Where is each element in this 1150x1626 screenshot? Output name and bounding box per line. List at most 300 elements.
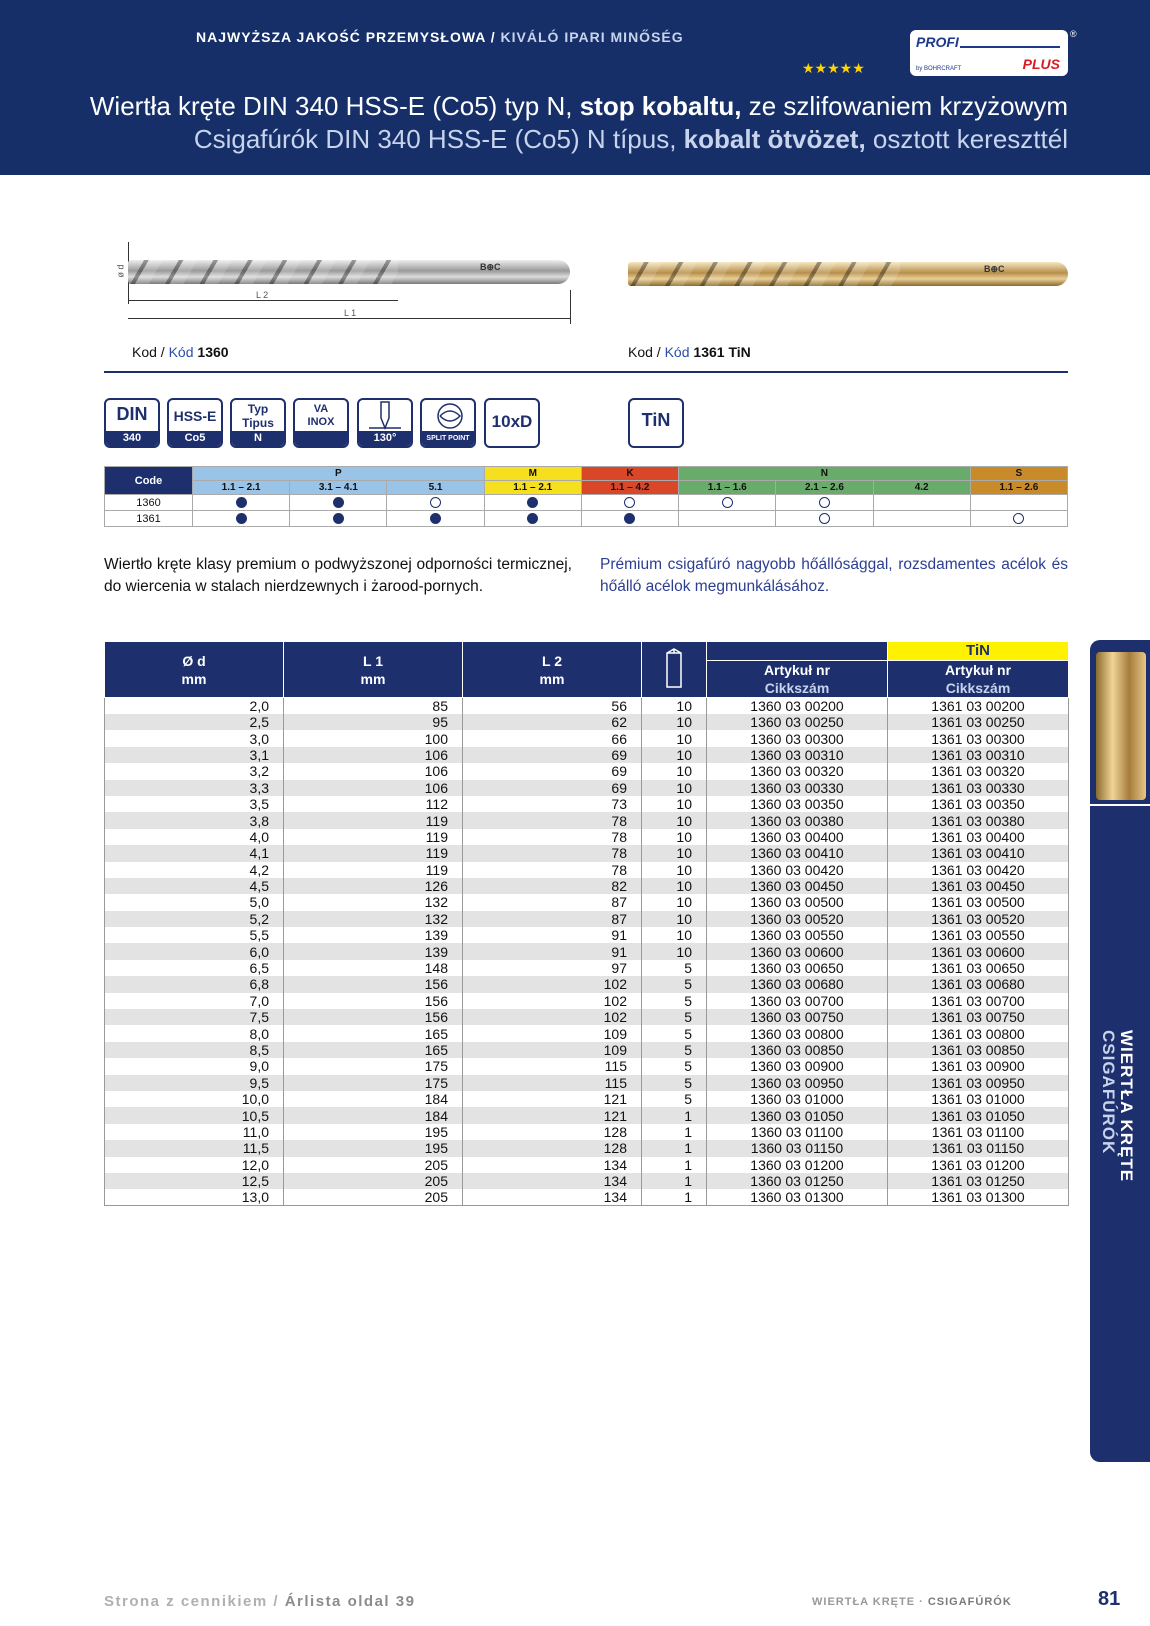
table-row bbox=[105, 730, 1069, 746]
header-unit: mm bbox=[539, 670, 565, 687]
cell-l2: 115 bbox=[463, 1075, 642, 1091]
cell-pack-qty: 10 bbox=[642, 714, 707, 730]
cell-article-1361: 1361 03 00350 bbox=[888, 796, 1069, 812]
cell-article-1361: 1361 03 00500 bbox=[888, 894, 1069, 910]
application-cell bbox=[873, 495, 970, 511]
recommended-dot-icon bbox=[333, 497, 344, 508]
material-application-table bbox=[104, 466, 1068, 527]
cell-l2: 121 bbox=[463, 1091, 642, 1107]
cell-diameter: 4,0 bbox=[105, 829, 284, 845]
drill-brand-mark: B⊕C bbox=[480, 262, 501, 272]
cell-pack-qty: 10 bbox=[642, 878, 707, 894]
cell-article-1360: 1360 03 00500 bbox=[707, 894, 888, 910]
rating-stars: ★★★★★ bbox=[802, 60, 865, 76]
application-code: 1361 bbox=[105, 511, 193, 527]
cell-diameter: 3,8 bbox=[105, 812, 284, 828]
suitable-dot-icon bbox=[624, 497, 635, 508]
cell-article-1360: 1360 03 00850 bbox=[707, 1042, 888, 1058]
cell-article-1361: 1361 03 01050 bbox=[888, 1107, 1069, 1123]
footer-right-pl: WIERTŁA KRĘTE · bbox=[812, 1596, 928, 1608]
application-cell bbox=[484, 511, 581, 527]
cell-article-1361: 1361 03 00250 bbox=[888, 714, 1069, 730]
suitable-dot-icon bbox=[430, 497, 441, 508]
side-tab-hu: CSIGAFÚRÓK bbox=[1099, 1030, 1118, 1155]
recommended-dot-icon bbox=[430, 513, 441, 524]
cell-l1: 119 bbox=[284, 845, 463, 861]
application-cell bbox=[193, 511, 290, 527]
cell-article-1360: 1360 03 01200 bbox=[707, 1157, 888, 1173]
cell-article-1360: 1360 03 01250 bbox=[707, 1173, 888, 1189]
table-row bbox=[105, 911, 1069, 927]
code-header: Code bbox=[105, 467, 193, 495]
cell-pack-qty: 10 bbox=[642, 796, 707, 812]
cell-pack-qty: 10 bbox=[642, 943, 707, 959]
type-icon bbox=[230, 398, 286, 448]
suitable-dot-icon bbox=[722, 497, 733, 508]
cell-l1: 184 bbox=[284, 1091, 463, 1107]
kod-sep: / bbox=[156, 344, 169, 360]
cell-article-1360: 1360 03 00700 bbox=[707, 993, 888, 1009]
cell-l1: 139 bbox=[284, 927, 463, 943]
title-hu-part3: osztott kereszttél bbox=[865, 124, 1068, 154]
cell-pack-qty: 1 bbox=[642, 1157, 707, 1173]
badge-din-text: DIN bbox=[116, 404, 148, 424]
cell-pack-qty: 1 bbox=[642, 1107, 707, 1123]
cell-article-1360: 1360 03 00950 bbox=[707, 1075, 888, 1091]
page-number: 81 bbox=[1098, 1588, 1121, 1610]
cell-l1: 184 bbox=[284, 1107, 463, 1123]
application-cell bbox=[970, 495, 1067, 511]
quality-banner bbox=[196, 29, 684, 45]
cell-diameter: 6,8 bbox=[105, 976, 284, 992]
cell-l2: 97 bbox=[463, 960, 642, 976]
drill-brand-mark: B⊕C bbox=[984, 264, 1005, 274]
cell-article-1361: 1361 03 01000 bbox=[888, 1091, 1069, 1107]
cell-l2: 78 bbox=[463, 862, 642, 878]
badge-inox-text: VA INOX bbox=[307, 403, 335, 428]
application-cell bbox=[387, 495, 484, 511]
split-point-symbol bbox=[422, 400, 476, 434]
badge-tin-text: TiN bbox=[641, 410, 671, 430]
range-cell: 5.1 bbox=[387, 481, 484, 495]
range-cell: 1.1 – 2.1 bbox=[193, 481, 290, 495]
cell-article-1361: 1361 03 00450 bbox=[888, 878, 1069, 894]
cell-l1: 112 bbox=[284, 796, 463, 812]
cell-article-1361: 1361 03 00310 bbox=[888, 747, 1069, 763]
table-row bbox=[105, 1173, 1069, 1189]
cell-l2: 66 bbox=[463, 730, 642, 746]
cell-pack-qty: 5 bbox=[642, 1075, 707, 1091]
title-pl-part1: Wiertła kręte DIN 340 HSS-E (Co5) typ N, bbox=[89, 91, 580, 121]
badge-hsse-sub: Co5 bbox=[169, 431, 221, 446]
badge-type-sub: N bbox=[232, 431, 284, 446]
cell-l1: 165 bbox=[284, 1042, 463, 1058]
cell-l2: 87 bbox=[463, 894, 642, 910]
cell-diameter: 12,5 bbox=[105, 1173, 284, 1189]
footer-right-hu: CSIGAFÚRÓK bbox=[927, 1596, 1012, 1608]
cell-l2: 69 bbox=[463, 747, 642, 763]
drill-tip-icon bbox=[359, 400, 413, 434]
application-cell bbox=[873, 511, 970, 527]
logo-plus-text: PLUS bbox=[1022, 56, 1060, 72]
range-cell: 1.1 – 2.1 bbox=[484, 481, 581, 495]
cell-article-1361: 1361 03 00380 bbox=[888, 812, 1069, 828]
cell-article-1360: 1360 03 00330 bbox=[707, 780, 888, 796]
cell-article-1361: 1361 03 00950 bbox=[888, 1075, 1069, 1091]
cell-l2: 134 bbox=[463, 1173, 642, 1189]
recommended-dot-icon bbox=[333, 513, 344, 524]
cell-l1: 100 bbox=[284, 730, 463, 746]
description-polish: Wiertło kręte klasy premium o podwyższonej odporności termicznej, do wiercenia w stalach nierdzewnych i żarood-pornych. bbox=[104, 556, 572, 595]
cell-l1: 95 bbox=[284, 714, 463, 730]
badge-split-sub: SPLIT POINT bbox=[422, 431, 474, 446]
split-point-icon bbox=[420, 398, 476, 448]
title-polish bbox=[90, 91, 1068, 122]
cell-diameter: 3,5 bbox=[105, 796, 284, 812]
table-row bbox=[105, 1058, 1069, 1074]
cell-l2: 128 bbox=[463, 1124, 642, 1140]
badge-din-sub: 340 bbox=[106, 431, 158, 446]
profi-plus-logo bbox=[910, 30, 1068, 76]
cell-article-1360: 1360 03 00750 bbox=[707, 1009, 888, 1025]
application-cell bbox=[484, 495, 581, 511]
cell-article-1361: 1361 03 00420 bbox=[888, 862, 1069, 878]
application-row bbox=[105, 495, 1068, 511]
tab-separator bbox=[1090, 804, 1150, 806]
cell-article-1360: 1360 03 00350 bbox=[707, 796, 888, 812]
cell-pack-qty: 5 bbox=[642, 1058, 707, 1074]
cell-pack-qty: 10 bbox=[642, 780, 707, 796]
group-s: S bbox=[970, 467, 1067, 481]
range-cell: 1.1 – 4.2 bbox=[581, 481, 678, 495]
cell-article-1360: 1360 03 00250 bbox=[707, 714, 888, 730]
cell-article-1360: 1360 03 01050 bbox=[707, 1107, 888, 1123]
table-row bbox=[105, 845, 1069, 861]
cell-l2: 128 bbox=[463, 1140, 642, 1156]
cell-article-1361: 1361 03 01150 bbox=[888, 1140, 1069, 1156]
cell-l1: 175 bbox=[284, 1058, 463, 1074]
col-header-blank bbox=[707, 642, 888, 661]
cell-l1: 106 bbox=[284, 747, 463, 763]
title-pl-part3: ze szlifowaniem krzyżowym bbox=[741, 91, 1068, 121]
table-row bbox=[105, 1042, 1069, 1058]
cell-l1: 175 bbox=[284, 1075, 463, 1091]
table-row bbox=[105, 960, 1069, 976]
cell-pack-qty: 10 bbox=[642, 812, 707, 828]
table-row bbox=[105, 1025, 1069, 1041]
header-l1: L 1 bbox=[363, 652, 383, 669]
header-d: Ø d bbox=[182, 652, 206, 669]
header-article: Artykuł nr bbox=[763, 662, 831, 678]
cell-diameter: 3,3 bbox=[105, 780, 284, 796]
table-row bbox=[105, 780, 1069, 796]
range-cell: 3.1 – 4.1 bbox=[290, 481, 387, 495]
cell-l1: 195 bbox=[284, 1124, 463, 1140]
cell-l2: 109 bbox=[463, 1042, 642, 1058]
cell-pack-qty: 1 bbox=[642, 1189, 707, 1206]
dimension-l2-label: L 2 bbox=[256, 290, 269, 300]
cell-article-1360: 1360 03 00550 bbox=[707, 927, 888, 943]
cell-article-1360: 1360 03 00400 bbox=[707, 829, 888, 845]
cell-diameter: 9,5 bbox=[105, 1075, 284, 1091]
cell-article-1360: 1360 03 01000 bbox=[707, 1091, 888, 1107]
cell-article-1361: 1361 03 00650 bbox=[888, 960, 1069, 976]
cell-diameter: 8,0 bbox=[105, 1025, 284, 1041]
col-header-pack-icon bbox=[642, 642, 707, 698]
cell-l2: 62 bbox=[463, 714, 642, 730]
cell-article-1360: 1360 03 00420 bbox=[707, 862, 888, 878]
footer-price-reference bbox=[104, 1593, 415, 1610]
cell-pack-qty: 1 bbox=[642, 1173, 707, 1189]
application-cell bbox=[290, 495, 387, 511]
cell-l1: 119 bbox=[284, 812, 463, 828]
badge-type-text: Typ Tipus bbox=[242, 402, 274, 430]
dimension-l1-label: L 1 bbox=[344, 308, 357, 318]
hsse-icon bbox=[167, 398, 223, 448]
code-1360: 1360 bbox=[197, 344, 229, 360]
cell-article-1360: 1360 03 00900 bbox=[707, 1058, 888, 1074]
cell-diameter: 3,1 bbox=[105, 747, 284, 763]
cell-l2: 82 bbox=[463, 878, 642, 894]
dimension-d-label: ø d bbox=[115, 264, 126, 278]
cell-article-1361: 1361 03 00300 bbox=[888, 730, 1069, 746]
cell-l1: 148 bbox=[284, 960, 463, 976]
table-row bbox=[105, 862, 1069, 878]
range-cell: 1.1 – 1.6 bbox=[679, 481, 776, 495]
cell-pack-qty: 10 bbox=[642, 845, 707, 861]
cell-diameter: 4,1 bbox=[105, 845, 284, 861]
cell-pack-qty: 5 bbox=[642, 1025, 707, 1041]
recommended-dot-icon bbox=[527, 513, 538, 524]
cell-l2: 134 bbox=[463, 1157, 642, 1173]
cell-diameter: 9,0 bbox=[105, 1058, 284, 1074]
section-side-tab[interactable] bbox=[1090, 640, 1150, 1462]
table-row bbox=[105, 1124, 1069, 1140]
cell-l1: 205 bbox=[284, 1189, 463, 1206]
cell-diameter: 3,2 bbox=[105, 763, 284, 779]
cell-pack-qty: 5 bbox=[642, 993, 707, 1009]
title-pl-bold: stop kobaltu, bbox=[579, 91, 742, 121]
recommended-dot-icon bbox=[624, 513, 635, 524]
cell-article-1361: 1361 03 00680 bbox=[888, 976, 1069, 992]
application-cell bbox=[679, 511, 776, 527]
cell-l2: 102 bbox=[463, 976, 642, 992]
badge-inox-bar bbox=[295, 431, 347, 446]
cell-l2: 73 bbox=[463, 796, 642, 812]
cell-article-1361: 1361 03 00520 bbox=[888, 911, 1069, 927]
col-header-l2 bbox=[463, 642, 642, 698]
tin-coating-icon bbox=[628, 398, 684, 448]
cell-pack-qty: 10 bbox=[642, 911, 707, 927]
product-table bbox=[104, 641, 1069, 1206]
cell-diameter: 6,0 bbox=[105, 943, 284, 959]
page-header bbox=[0, 0, 1150, 175]
col-header-article-1361 bbox=[888, 661, 1069, 698]
col-header-diameter bbox=[105, 642, 284, 698]
title-hungarian bbox=[194, 124, 1068, 155]
cell-pack-qty: 10 bbox=[642, 730, 707, 746]
cell-diameter: 13,0 bbox=[105, 1189, 284, 1206]
range-cell: 2.1 – 2.6 bbox=[776, 481, 873, 495]
cell-l2: 87 bbox=[463, 911, 642, 927]
cell-pack-qty: 5 bbox=[642, 1042, 707, 1058]
code-1361: 1361 TiN bbox=[693, 344, 751, 360]
cell-diameter: 8,5 bbox=[105, 1042, 284, 1058]
cell-article-1360: 1360 03 00680 bbox=[707, 976, 888, 992]
cell-l1: 156 bbox=[284, 976, 463, 992]
table-row bbox=[105, 747, 1069, 763]
range-cell: 1.1 – 2.6 bbox=[970, 481, 1067, 495]
cell-l2: 91 bbox=[463, 943, 642, 959]
cell-article-1360: 1360 03 01150 bbox=[707, 1140, 888, 1156]
cell-article-1360: 1360 03 00320 bbox=[707, 763, 888, 779]
cell-pack-qty: 10 bbox=[642, 829, 707, 845]
cell-l1: 156 bbox=[284, 1009, 463, 1025]
cell-diameter: 6,5 bbox=[105, 960, 284, 976]
cell-article-1360: 1360 03 00800 bbox=[707, 1025, 888, 1041]
table-row bbox=[105, 829, 1069, 845]
cell-article-1360: 1360 03 00310 bbox=[707, 747, 888, 763]
cell-article-1361: 1361 03 01100 bbox=[888, 1124, 1069, 1140]
cell-article-1361: 1361 03 00850 bbox=[888, 1042, 1069, 1058]
recommended-dot-icon bbox=[236, 513, 247, 524]
kod-hu: Kód bbox=[168, 344, 194, 360]
cell-article-1360: 1360 03 00200 bbox=[707, 698, 888, 715]
cell-pack-qty: 5 bbox=[642, 960, 707, 976]
cell-l2: 134 bbox=[463, 1189, 642, 1206]
group-m: M bbox=[484, 467, 581, 481]
cell-l1: 106 bbox=[284, 763, 463, 779]
cell-l2: 91 bbox=[463, 927, 642, 943]
cell-diameter: 5,2 bbox=[105, 911, 284, 927]
cell-pack-qty: 5 bbox=[642, 976, 707, 992]
application-row bbox=[105, 511, 1068, 527]
side-tab-pl: WIERTŁA KRĘTE bbox=[1117, 1030, 1136, 1183]
cell-diameter: 4,5 bbox=[105, 878, 284, 894]
cell-pack-qty: 5 bbox=[642, 1009, 707, 1025]
cell-diameter: 3,0 bbox=[105, 730, 284, 746]
badge-angle-sub: 130° bbox=[359, 431, 411, 446]
cell-l1: 106 bbox=[284, 780, 463, 796]
col-header-l1 bbox=[284, 642, 463, 698]
cell-l2: 102 bbox=[463, 993, 642, 1009]
table-row bbox=[105, 1157, 1069, 1173]
table-row bbox=[105, 976, 1069, 992]
depth-icon bbox=[484, 398, 540, 448]
cell-article-1361: 1361 03 00900 bbox=[888, 1058, 1069, 1074]
recommended-dot-icon bbox=[236, 497, 247, 508]
table-row bbox=[105, 1009, 1069, 1025]
cell-article-1361: 1361 03 01250 bbox=[888, 1173, 1069, 1189]
registered-mark: ® bbox=[1070, 29, 1077, 39]
cell-l2: 78 bbox=[463, 829, 642, 845]
table-row bbox=[105, 1075, 1069, 1091]
header-unit: mm bbox=[360, 670, 386, 687]
table-row bbox=[105, 927, 1069, 943]
cell-pack-qty: 10 bbox=[642, 763, 707, 779]
table-row bbox=[105, 714, 1069, 730]
title-hu-bold: kobalt ötvözet, bbox=[683, 124, 866, 154]
cell-article-1361: 1361 03 00330 bbox=[888, 780, 1069, 796]
cell-diameter: 12,0 bbox=[105, 1157, 284, 1173]
cell-l1: 195 bbox=[284, 1140, 463, 1156]
footer-left-pl: Strona z cennikiem / bbox=[104, 1593, 280, 1610]
table-row bbox=[105, 763, 1069, 779]
cell-l2: 102 bbox=[463, 1009, 642, 1025]
range-cell: 4.2 bbox=[873, 481, 970, 495]
application-cell bbox=[776, 511, 873, 527]
cell-pack-qty: 10 bbox=[642, 698, 707, 715]
cell-article-1360: 1360 03 00410 bbox=[707, 845, 888, 861]
footer-left-hu: Árlista oldal 39 bbox=[284, 1593, 416, 1610]
application-cell bbox=[581, 495, 678, 511]
cell-l1: 205 bbox=[284, 1173, 463, 1189]
logo-profi-text: PROFI bbox=[916, 34, 959, 50]
quality-pl: NAJWYŻSZA JAKOŚĆ PRZEMYSŁOWA bbox=[196, 29, 486, 45]
header-unit: mm bbox=[181, 670, 207, 687]
drill-image-1360 bbox=[128, 260, 570, 284]
cell-l2: 78 bbox=[463, 845, 642, 861]
cell-article-1361: 1361 03 01200 bbox=[888, 1157, 1069, 1173]
table-row bbox=[105, 943, 1069, 959]
cell-article-1360: 1360 03 01100 bbox=[707, 1124, 888, 1140]
cell-pack-qty: 5 bbox=[642, 1091, 707, 1107]
recommended-dot-icon bbox=[527, 497, 538, 508]
cell-l1: 132 bbox=[284, 894, 463, 910]
inox-icon bbox=[293, 398, 349, 448]
logo-drill-line bbox=[960, 46, 1060, 48]
cell-l1: 119 bbox=[284, 862, 463, 878]
cell-article-1361: 1361 03 00400 bbox=[888, 829, 1069, 845]
col-header-tin: TiN bbox=[888, 642, 1069, 661]
cell-l2: 115 bbox=[463, 1058, 642, 1074]
cell-article-1361: 1361 03 00750 bbox=[888, 1009, 1069, 1025]
application-cell bbox=[679, 495, 776, 511]
footer-section-name bbox=[812, 1596, 1012, 1608]
cell-article-1360: 1360 03 00600 bbox=[707, 943, 888, 959]
table-row bbox=[105, 894, 1069, 910]
cell-l1: 85 bbox=[284, 698, 463, 715]
section-divider bbox=[104, 371, 1068, 373]
cell-article-1360: 1360 03 01300 bbox=[707, 1189, 888, 1206]
din-icon bbox=[104, 398, 160, 448]
cell-pack-qty: 10 bbox=[642, 894, 707, 910]
application-cell bbox=[581, 511, 678, 527]
drill-flute bbox=[128, 260, 398, 284]
cell-diameter: 11,5 bbox=[105, 1140, 284, 1156]
header-cikk: Cikkszám bbox=[945, 680, 1011, 696]
header-l2: L 2 bbox=[542, 652, 562, 669]
package-icon bbox=[664, 647, 684, 689]
cell-l2: 109 bbox=[463, 1025, 642, 1041]
cell-l2: 69 bbox=[463, 780, 642, 796]
suitable-dot-icon bbox=[819, 513, 830, 524]
cell-article-1361: 1361 03 00410 bbox=[888, 845, 1069, 861]
kod-pl: Kod bbox=[132, 344, 157, 360]
cell-diameter: 5,5 bbox=[105, 927, 284, 943]
cell-diameter: 4,2 bbox=[105, 862, 284, 878]
group-k: K bbox=[581, 467, 678, 481]
suitable-dot-icon bbox=[819, 497, 830, 508]
badge-hsse-text: HSS-E bbox=[173, 408, 217, 424]
cell-diameter: 2,5 bbox=[105, 714, 284, 730]
cell-article-1361: 1361 03 00600 bbox=[888, 943, 1069, 959]
cell-diameter: 10,0 bbox=[105, 1091, 284, 1107]
cell-l2: 78 bbox=[463, 812, 642, 828]
cell-l2: 56 bbox=[463, 698, 642, 715]
cell-l1: 156 bbox=[284, 993, 463, 1009]
quality-hu: KIVÁLÓ IPARI MINŐSÉG bbox=[500, 29, 684, 45]
